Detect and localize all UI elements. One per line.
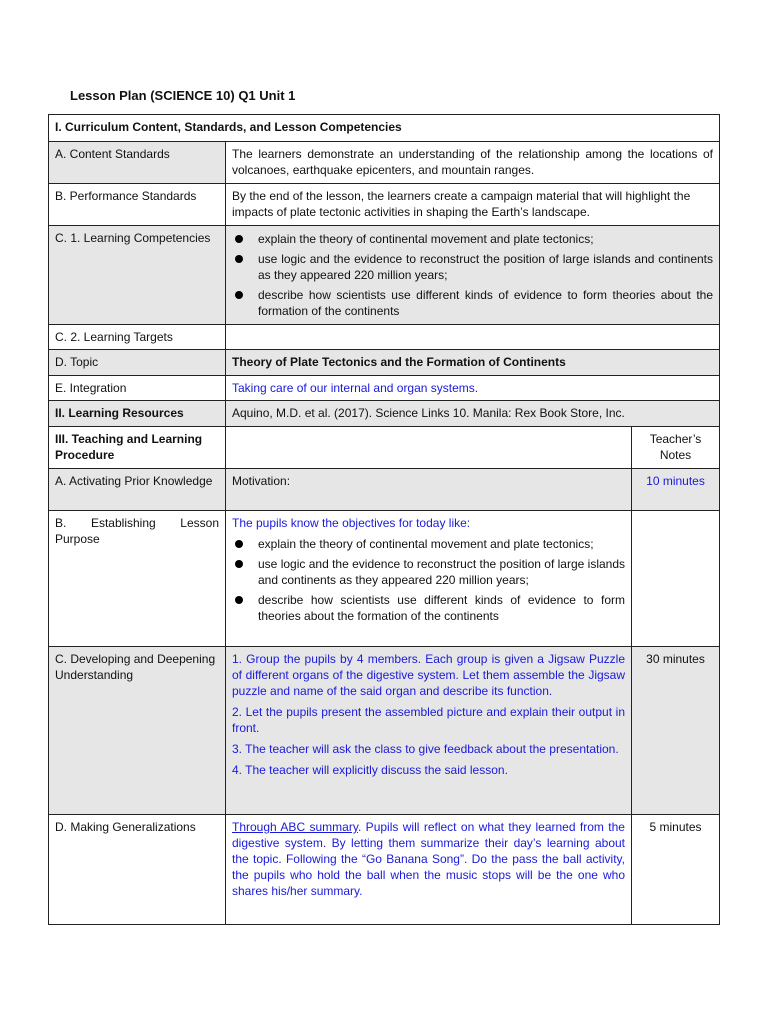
developing-step: 4. The teacher will explicitly discuss the said lesson. bbox=[232, 763, 508, 777]
generalizations-row bbox=[49, 815, 720, 925]
procedure-header-row bbox=[49, 427, 720, 469]
generalizations-cell bbox=[226, 815, 632, 925]
learning-competencies-cell bbox=[226, 226, 720, 325]
activating-label: A. Activating Prior Knowledge bbox=[49, 469, 226, 511]
learning-competencies-label: C. 1. Learning Competencies bbox=[49, 226, 226, 325]
learning-competencies-list bbox=[232, 231, 713, 319]
content-standards-text: The learners demonstrate an understanding of the relationship among the locations of volcanoes, earthquake epicenters, and mountain ranges. bbox=[226, 142, 720, 184]
topic-text: Theory of Plate Tectonics and the Formation of Continents bbox=[226, 350, 720, 376]
list-item: explain the theory of continental movement and plate tectonics; bbox=[232, 231, 713, 247]
performance-standards-text: By the end of the lesson, the learners create a campaign material that will highlight the impacts of plate tectonic activities in shaping the Earth’s landscape. bbox=[226, 184, 720, 226]
list-item: use logic and the evidence to reconstruct the position of large islands and continents as they appeared 220 million years; bbox=[232, 556, 625, 588]
content-standards-label: A. Content Standards bbox=[49, 142, 226, 184]
developing-note: 30 minutes bbox=[632, 647, 720, 815]
generalizations-note: 5 minutes bbox=[632, 815, 720, 925]
learning-resources-text: Aquino, M.D. et al. (2017). Science Links 10. Manila: Rex Book Store, Inc. bbox=[226, 401, 720, 427]
establishing-intro: The pupils know the objectives for today like: bbox=[232, 516, 471, 530]
establishing-list bbox=[232, 536, 625, 624]
establishing-note bbox=[632, 511, 720, 647]
topic-label: D. Topic bbox=[49, 350, 226, 376]
learning-resources-label: II. Learning Resources bbox=[49, 401, 226, 427]
teachers-notes-header: Teacher’s Notes bbox=[632, 427, 720, 469]
page-title: Lesson Plan (SCIENCE 10) Q1 Unit 1 bbox=[70, 88, 296, 103]
establishing-row bbox=[49, 511, 720, 647]
procedure-empty-cell bbox=[226, 427, 632, 469]
list-item: describe how scientists use different kinds of evidence to form theories about the formation of the continents bbox=[232, 592, 625, 624]
learning-targets-label: C. 2. Learning Targets bbox=[49, 325, 226, 350]
developing-cell bbox=[226, 647, 632, 815]
establishing-label: B. Establishing Lesson Purpose bbox=[55, 516, 219, 546]
integration-row bbox=[49, 376, 720, 401]
procedure-label: III. Teaching and Learning Procedure bbox=[49, 427, 226, 469]
developing-step: 3. The teacher will ask the class to give feedback about the presentation. bbox=[232, 742, 619, 756]
learning-competencies-row bbox=[49, 226, 720, 325]
developing-step: 1. Group the pupils by 4 members. Each group is given a Jigsaw Puzzle of different organs of the digestive system. Let them assemble the Jigsaw puzzle and name of the said organ and describe its function. bbox=[232, 652, 625, 698]
activating-note: 10 minutes bbox=[632, 469, 720, 511]
generalizations-text: . Pupils will reflect on what they learned from the digestive system. By letting them summarize their day’s learning about the topic. Following the “Go Banana Song”. Do the pass the ball activity, the pupils who hold the ball when the music stops will be the one who shares his/her summary. bbox=[232, 820, 625, 898]
integration-text: Taking care of our internal and organ systems. bbox=[226, 376, 720, 401]
integration-label: E. Integration bbox=[49, 376, 226, 401]
list-item: explain the theory of continental movement and plate tectonics; bbox=[232, 536, 625, 552]
learning-targets-text bbox=[226, 325, 720, 350]
learning-targets-row bbox=[49, 325, 720, 350]
activating-row bbox=[49, 469, 720, 511]
establishing-label-cell bbox=[49, 511, 226, 647]
establishing-cell bbox=[226, 511, 632, 647]
section-1-header-row bbox=[49, 115, 720, 142]
content-standards-row bbox=[49, 142, 720, 184]
developing-row bbox=[49, 647, 720, 815]
list-item: describe how scientists use different kinds of evidence to form theories about the formation of the continents bbox=[232, 287, 713, 319]
developing-step: 2. Let the pupils present the assembled picture and explain their output in front. bbox=[232, 705, 625, 735]
generalizations-label: D. Making Generalizations bbox=[49, 815, 226, 925]
abc-summary-link[interactable]: Through ABC summary bbox=[232, 820, 358, 834]
list-item: use logic and the evidence to reconstruct the position of large islands and continents as they appeared 220 million years; bbox=[232, 251, 713, 283]
developing-label: C. Developing and Deepening Understanding bbox=[49, 647, 226, 815]
activating-text: Motivation: bbox=[226, 469, 632, 511]
section-1-heading: I. Curriculum Content, Standards, and Lesson Competencies bbox=[49, 115, 720, 142]
lesson-plan-table bbox=[48, 114, 720, 925]
topic-row bbox=[49, 350, 720, 376]
performance-standards-label: B. Performance Standards bbox=[49, 184, 226, 226]
learning-resources-row bbox=[49, 401, 720, 427]
performance-standards-row bbox=[49, 184, 720, 226]
